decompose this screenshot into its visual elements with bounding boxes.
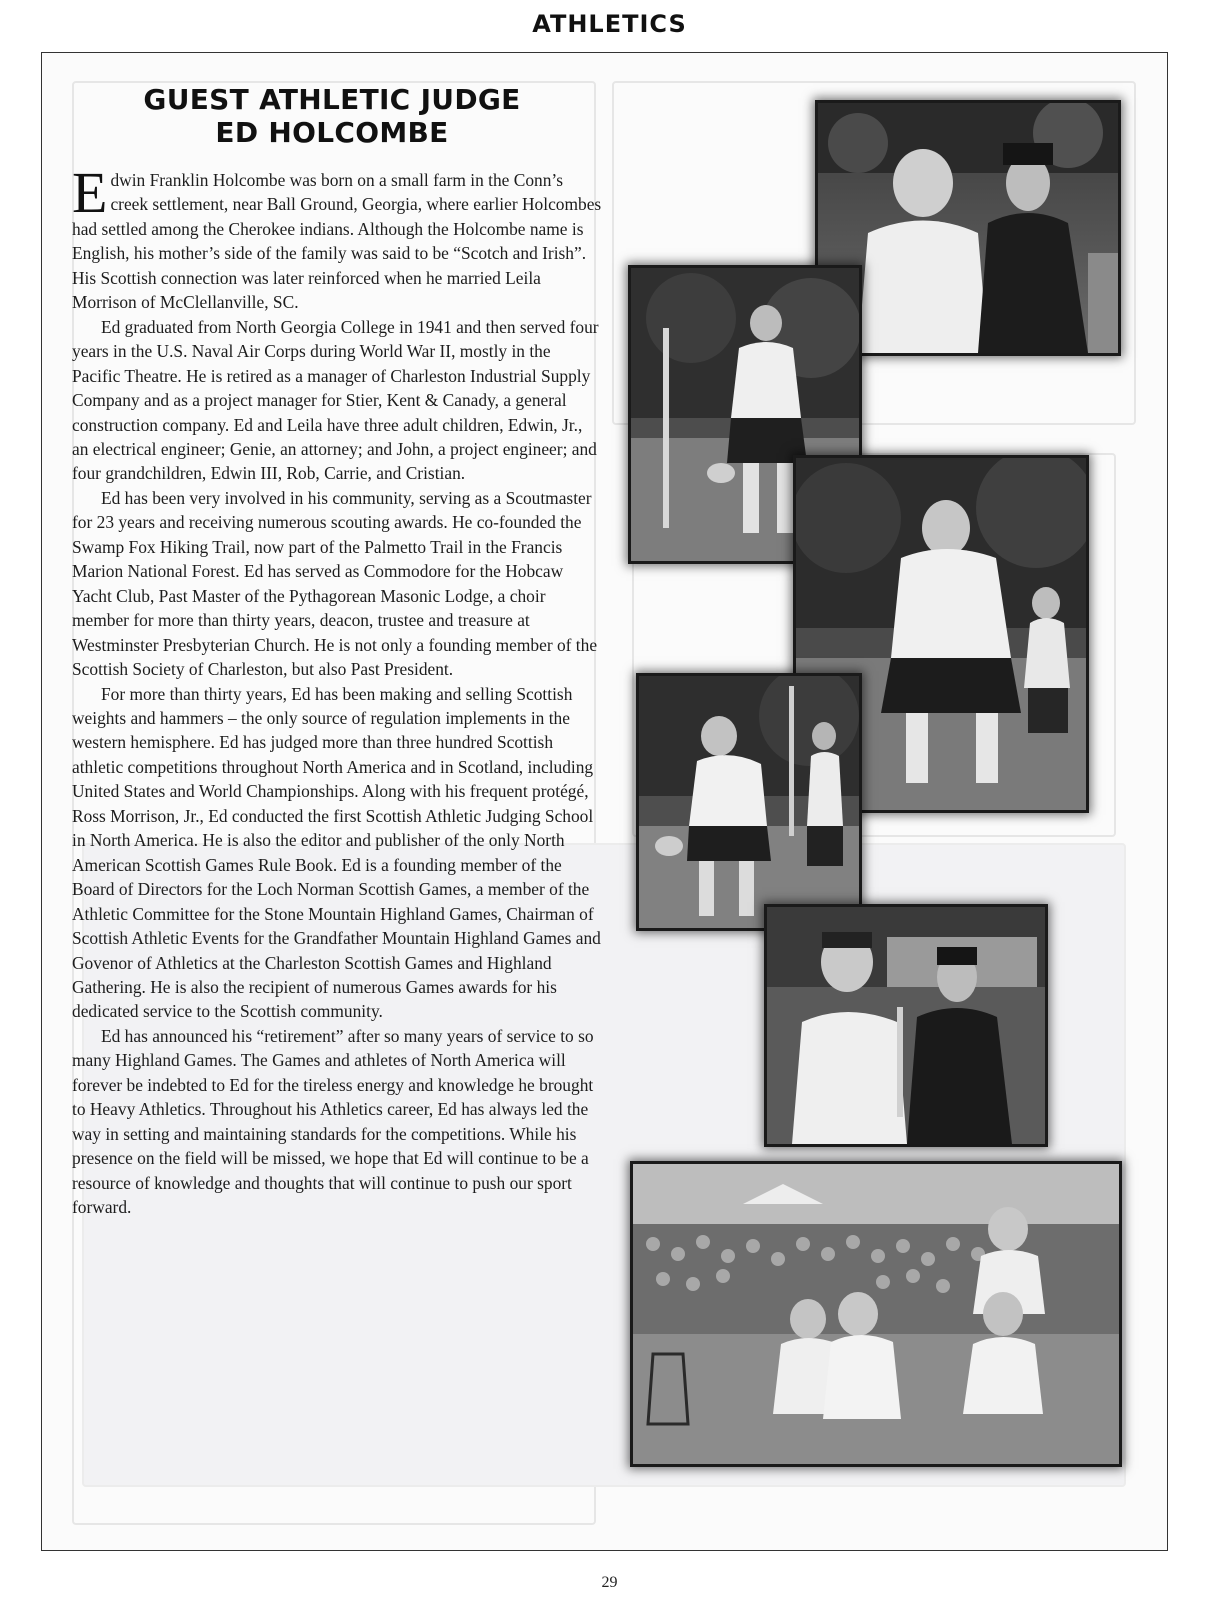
paragraph-1-text: dwin Franklin Holcombe was born on a small farm in the Conn’s creek settlement, near Ball Ground, Georgia, where earlier Holcombes had settled among the Cherokee indians. Although the Holcombe name is English, his mother’s side of the family was said to be “Scotch and Irish”. His Scottish connection was later reinforced when he married Leila Morrison of McClellanville, SC. (72, 170, 602, 313)
paragraph-3: Ed has been very involved in his community, serving as a Scoutmaster for 23 years and receiving numerous scouting awards. He co-founded the Swamp Fox Hiking Trail, now part of the Palmetto Trail in the Francis Marion National Forest. Ed has served as Commodore for the Hobcaw Yacht Club, Past Master of the Pythagorean Masonic Lodge, a choir member for more than thirty years, deacon, trustee and treasure at Westminster Presbyterian Church. He is not only a founding member of the Scottish Society of Charleston, but also Past President. (72, 487, 598, 680)
paragraph-4: For more than thirty years, Ed has been making and selling Scottish weights and hammers – the only source of regulation implements in the western hemisphere. Ed has judged more than three hundred Scottish athletic competitions throughout North America and in Scotland, including United States and World Championships. Along with his frequent protégé, Ross Morrison, Jr., Ed conducted the first Scottish Athletic Judging School in North America. He is also the editor and publisher of the only North American Scottish Games Rule Book. Ed is a founding member of the Board of Directors for the Loch Norman Scottish Games, a member of the Athletic Committee for the Stone Mountain Highland Games, Chairman of Scottish Athletic Events for the Grandfather Mountain Highland Games and Govenor of Athletics at the Charleston Scottish Games and Highland Gathering. He is also the recipient of numerous Games awards for his dedicated service to the Scottish community. (72, 683, 601, 1022)
paragraph-1 (72, 160, 602, 315)
paragraph-2: Ed graduated from North Georgia College in 1941 and then served four years in the U.S. Naval Air Corps during World War II, mostly in the Pacific Theatre. He is retired as a manager of Charleston Industrial Supply Company and as a project manager for Stier, Kent & Canady, a general construction company. Ed and Leila have three adult children, Edwin, Jr., an electrical engineer; Genie, an attorney; and John, a project engineer; and four grandchildren, Edwin III, Rob, Carrie, and Cristian. (72, 316, 599, 484)
photo-award-presentation-2 (767, 907, 1045, 1144)
article-title-line-1: GUEST ATHLETIC JUDGE (143, 83, 521, 116)
photo-athletes-and-crowd (633, 1164, 1119, 1464)
page-frame (41, 52, 1168, 1551)
photo-award-presentation-1 (818, 103, 1118, 353)
drop-cap: E (72, 160, 108, 225)
article-title (72, 83, 592, 149)
photo-athlete-weight-lift (639, 676, 859, 928)
section-header: ATHLETICS (532, 10, 687, 38)
article-title-line-2: ED HOLCOMBE (215, 116, 449, 149)
article-body (72, 160, 602, 1219)
page-number: 29 (601, 1574, 618, 1591)
paragraph-5: Ed has announced his “retirement” after so many years of service to so many Highland Games. The Games and athletes of North America will forever be indebted to Ed for the tireless energy and knowledge he brought to Heavy Athletics. Throughout his Athletics career, Ed has always led the way in setting and maintaining standards for the competitions. While his presence on the field will be missed, we hope that Ed will continue to be a resource of knowledge and thoughts that will continue to push our sport forward. (72, 1025, 594, 1218)
